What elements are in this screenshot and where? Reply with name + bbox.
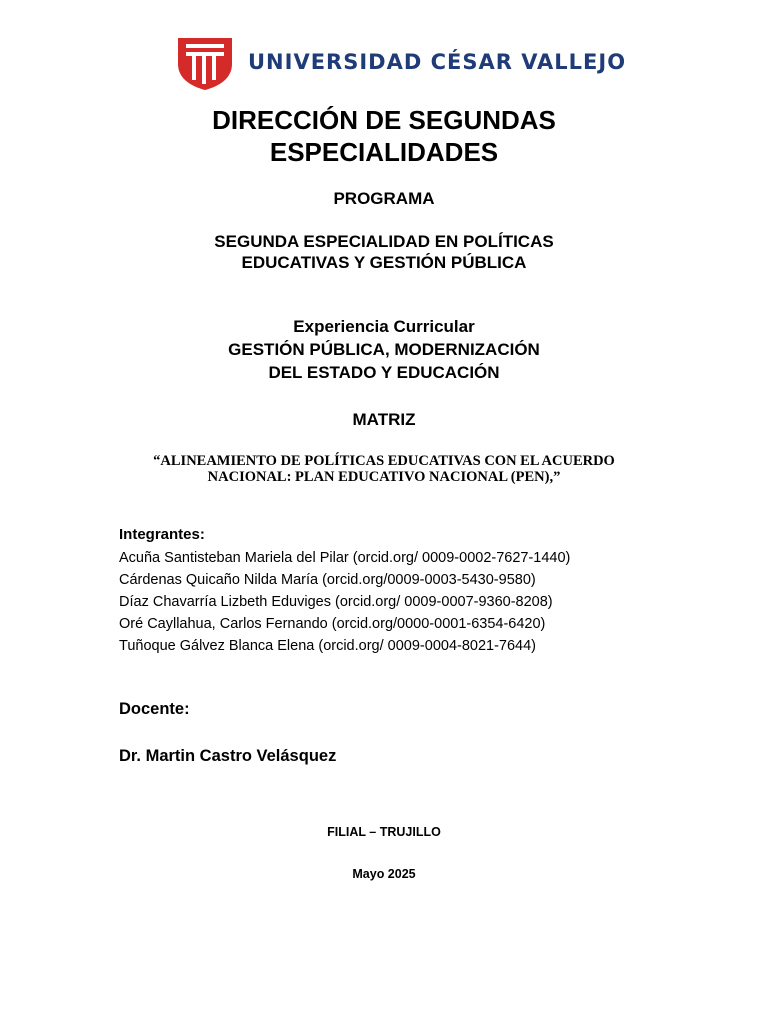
main-title-line2: ESPECIALIDADES [269,137,499,167]
logo-text: UNIVERSIDAD CÉSAR VALLEJO [248,50,627,74]
university-logo [176,34,627,92]
main-title-line1: DIRECCIÓN DE SEGUNDAS [212,105,556,135]
matrix-title-line1: “ALINEAMIENTO DE POLÍTICAS EDUCATIVAS CON EL ACUERDO [153,453,615,469]
experience-line1: GESTIÓN PÚBLICA, MODERNIZACIÓN [228,340,540,359]
experience-label: Experiencia Curricular [293,317,475,336]
list-item: Tuñoque Gálvez Blanca Elena (orcid.org/ 0009-0004-8021-7644) [119,638,537,654]
teacher-name: Dr. Martin Castro Velásquez [119,747,337,765]
date-text: Mayo 2025 [352,867,416,881]
program-label: PROGRAMA [333,189,435,208]
matrix-label: MATRIZ [352,410,416,429]
members-list [119,547,570,657]
program-name-line2: EDUCATIVAS Y GESTIÓN PÚBLICA [241,253,527,272]
program-name-line1: SEGUNDA ESPECIALIDAD EN POLÍTICAS [214,232,554,251]
members-label: Integrantes: [119,526,205,543]
list-item: Oré Cayllahua, Carlos Fernando (orcid.org/0000-0001-6354-6420) [119,616,546,632]
list-item: Acuña Santisteban Mariela del Pilar (orcid.org/ 0009-0002-7627-1440) [119,550,571,566]
branch-text: FILIAL – TRUJILLO [327,825,441,839]
list-item: Díaz Chavarría Lizbeth Eduviges (orcid.org/ 0009-0007-9360-8208) [119,594,553,610]
list-item: Cárdenas Quicaño Nilda María (orcid.org/0009-0003-5430-9580) [119,572,536,588]
experience-line2: DEL ESTADO Y EDUCACIÓN [268,363,500,382]
experience-block [0,315,768,384]
shield-logo-icon [176,34,234,92]
teacher-label: Docente: [119,700,190,718]
program-name [0,231,768,273]
main-title [0,104,768,168]
matrix-title [0,453,768,485]
matrix-title-line2: NACIONAL: PLAN EDUCATIVO NACIONAL (PEN),” [207,469,561,485]
